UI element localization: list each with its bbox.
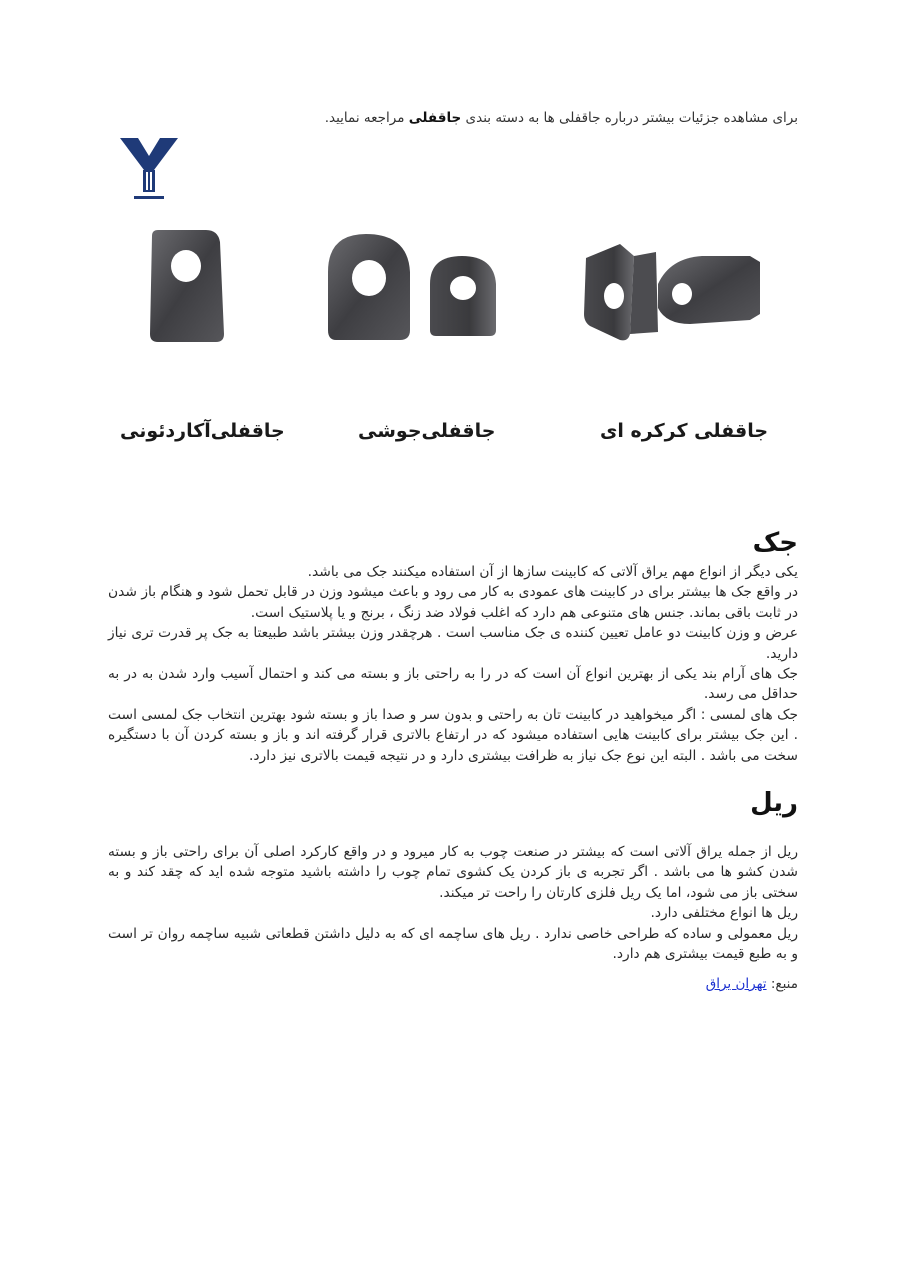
source-link[interactable]: تهران یراق	[705, 976, 767, 992]
intro-text-before: برای مشاهده جزئیات بیشتر درباره جاقفلی ها به دسته بندی	[461, 110, 798, 126]
heading-jack: جک	[752, 528, 798, 558]
intro-bold-link: جاقفلی	[408, 110, 462, 126]
label-weld-hasp: جاقفلی‌جوشی	[358, 420, 496, 442]
intro-line	[108, 110, 798, 126]
brand-logo	[118, 136, 180, 206]
jack-line: جک های آرام بند یکی از بهترین انواع آن است که در را به راحتی باز و بسته می کند و احتمال آسیب وارد شدن به در به حداقل می رسد.	[108, 666, 798, 703]
rail-line: ریل از جمله یراق آلاتی است که بیشتر در صنعت چوب به کار میرود و در واقع کارکرد اصلی آن برای راحتی باز و بسته شدن کشو ها می باشد . اگر تجربه ی باز کردن یک کشوی تمام چوب را داشته باشید متوجه شده اید که چقد کند و به سختی باز می شود، اما یک ریل فلزی کارتان را راحت تر میکند.	[108, 844, 798, 901]
weld-hasp-image	[328, 234, 496, 340]
heading-rail: ریل	[750, 788, 798, 818]
jack-line: در واقع جک ها بیشتر برای در کابینت های عمودی به کار می رود و باعث میشود وزن در قابل تحمل شود و هنگام باز شدن در ثابت باقی بماند. جنس های متنوعی هم دارد که اغلب فولاد ضد زنگ ، برنج و یا پلاستیک است.	[108, 584, 798, 621]
rail-line: ریل معمولی و ساده که طراحی خاصی ندارد . ریل های ساچمه ای که به دلیل داشتن قطعاتی شبیه ساچمه روان تر است و به طبع قیمت بیشتری هم دارد.	[108, 925, 798, 963]
jack-line: عرض و وزن کابینت دو عامل تعیین کننده ی جک مناسب است . هرچقدر وزن بیشتر باشد طبیعتا به جک پر قدرت تری نیاز دارید.	[108, 625, 798, 662]
jack-paragraph	[108, 562, 798, 766]
label-shutter-hasp: جاقفلی کرکره ای	[600, 420, 769, 442]
rail-paragraph	[108, 842, 798, 964]
source-label: منبع:	[770, 976, 798, 992]
shutter-hasp-image	[584, 244, 760, 340]
jack-line: جک های لمسی : اگر میخواهید در کابینت تان به راحتی و بدون سر و صدا باز و بسته شود بهترین انتخاب جک لمسی است . این جک بیشتر برای کابینت هایی استفاده میشود که در ارتفاع بالاتری قرار گرفته اند و باز و بسته کردن آن با دستگیره سخت می باشد . البته این نوع جک نیاز به ظرافت بیشتری دارد و در نتیجه قیمت بالاتری نیز دارد.	[108, 706, 798, 764]
source-line	[706, 976, 798, 992]
rail-line: ریل ها انواع مختلفی دارد.	[650, 905, 798, 922]
accordion-hasp-image	[150, 230, 224, 342]
label-accordion-hasp: جاقفلی‌آکاردئونی	[120, 420, 285, 442]
product-images	[110, 222, 800, 352]
jack-line: یکی دیگر از انواع مهم یراق آلاتی که کابینت سازها از آن استفاده میکنند جک می باشد.	[307, 564, 798, 580]
intro-text-after: مراجعه نمایید.	[324, 110, 409, 126]
